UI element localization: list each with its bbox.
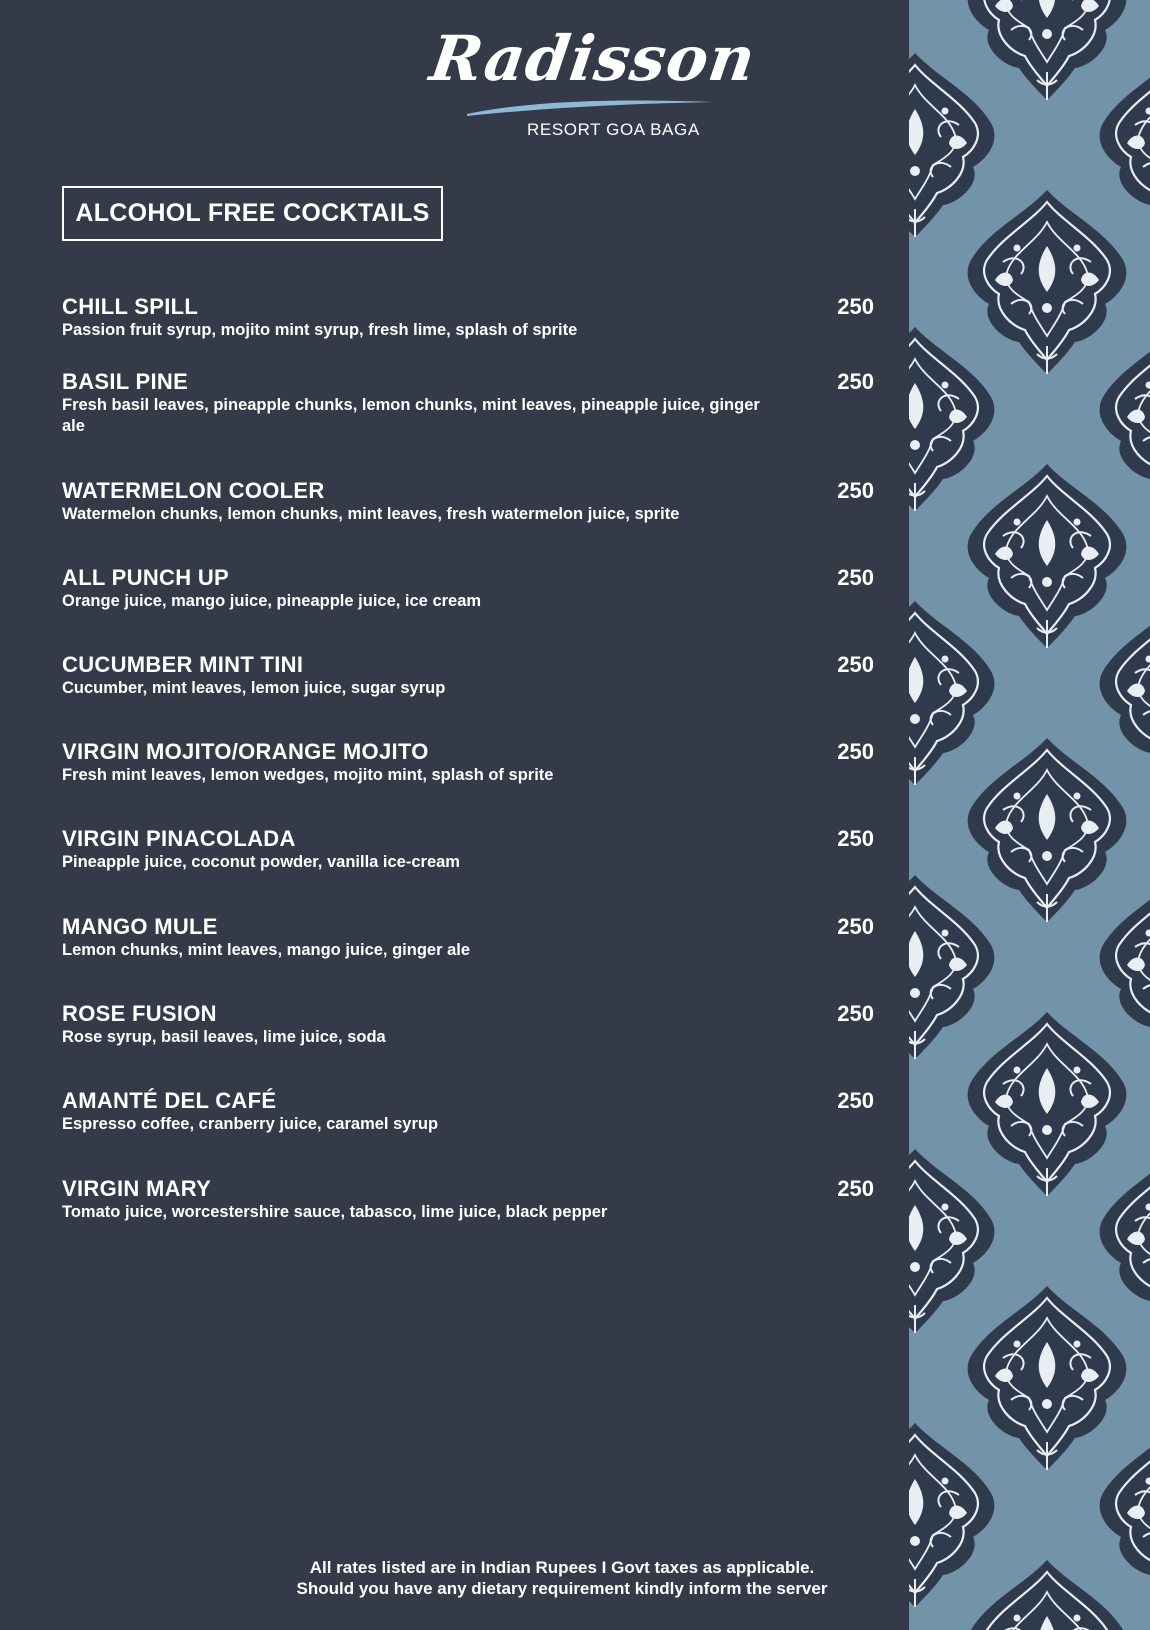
item-price: 250 (837, 1088, 874, 1113)
item-description: Fresh basil leaves, pineapple chunks, lemon chunks, mint leaves, pineapple juice, ginger ale (62, 396, 760, 435)
footer-line-rates: All rates listed are in Indian Rupees I Govt taxes as applicable. (309, 1558, 815, 1577)
item-price: 250 (837, 652, 874, 677)
menu-item (62, 478, 874, 525)
footer-note (262, 1557, 862, 1599)
footer-line-dietary: Should you have any dietary requirement kindly inform the server (296, 1579, 828, 1598)
item-name: CUCUMBER MINT TINI (62, 652, 304, 677)
item-name: ROSE FUSION (62, 1001, 217, 1026)
item-price: 250 (837, 294, 874, 319)
item-name: VIRGIN MOJITO/ORANGE MOJITO (62, 739, 429, 764)
item-name: WATERMELON COOLER (62, 478, 325, 503)
item-description: Rose syrup, basil leaves, lime juice, soda (62, 1028, 386, 1046)
item-description: Lemon chunks, mint leaves, mango juice, ginger ale (62, 941, 471, 959)
item-name: VIRGIN PINACOLADA (62, 826, 296, 851)
menu-item (62, 914, 874, 961)
menu-item (62, 565, 874, 612)
brand-subtitle: RESORT GOA BAGA (527, 120, 700, 139)
menu-item (62, 1001, 874, 1048)
menu-item (62, 1176, 874, 1223)
item-description: Espresso coffee, cranberry juice, caramel syrup (62, 1115, 439, 1133)
item-description: Cucumber, mint leaves, lemon juice, sugar syrup (62, 679, 446, 697)
item-price: 250 (837, 369, 874, 394)
brand-logo-script: Radisson (425, 22, 761, 95)
item-name: BASIL PINE (62, 369, 189, 394)
item-description: Pineapple juice, coconut powder, vanilla ice-cream (62, 853, 460, 871)
item-name: AMANTÉ DEL CAFÉ (62, 1088, 277, 1113)
brand-logo (425, 22, 761, 147)
item-price: 250 (837, 565, 874, 590)
item-price: 250 (837, 739, 874, 764)
item-price: 250 (837, 1001, 874, 1026)
menu-item (62, 1088, 874, 1135)
logo-swoosh (465, 96, 715, 120)
menu-item (62, 739, 874, 786)
item-price: 250 (837, 826, 874, 851)
section-heading-box (62, 186, 443, 241)
menu-item (62, 652, 874, 699)
section-title: ALCOHOL FREE COCKTAILS (75, 199, 430, 227)
item-description: Orange juice, mango juice, pineapple juice, ice cream (62, 592, 482, 610)
menu-item (62, 826, 874, 873)
item-price: 250 (837, 1176, 874, 1201)
menu-item (62, 294, 874, 341)
menu-item (62, 369, 874, 437)
item-description: Watermelon chunks, lemon chunks, mint leaves, fresh watermelon juice, sprite (62, 505, 680, 523)
item-price: 250 (837, 914, 874, 939)
item-description: Passion fruit syrup, mojito mint syrup, fresh lime, splash of sprite (62, 321, 578, 339)
damask-pattern-panel (909, 0, 1150, 1630)
item-description: Fresh mint leaves, lemon wedges, mojito mint, splash of sprite (62, 766, 554, 784)
item-description: Tomato juice, worcestershire sauce, tabasco, lime juice, black pepper (62, 1203, 608, 1221)
item-name: VIRGIN MARY (62, 1176, 212, 1201)
item-name: CHILL SPILL (62, 294, 199, 319)
item-name: MANGO MULE (62, 914, 218, 939)
damask-pattern (909, 0, 1150, 1630)
item-name: ALL PUNCH UP (62, 565, 229, 590)
item-price: 250 (837, 478, 874, 503)
